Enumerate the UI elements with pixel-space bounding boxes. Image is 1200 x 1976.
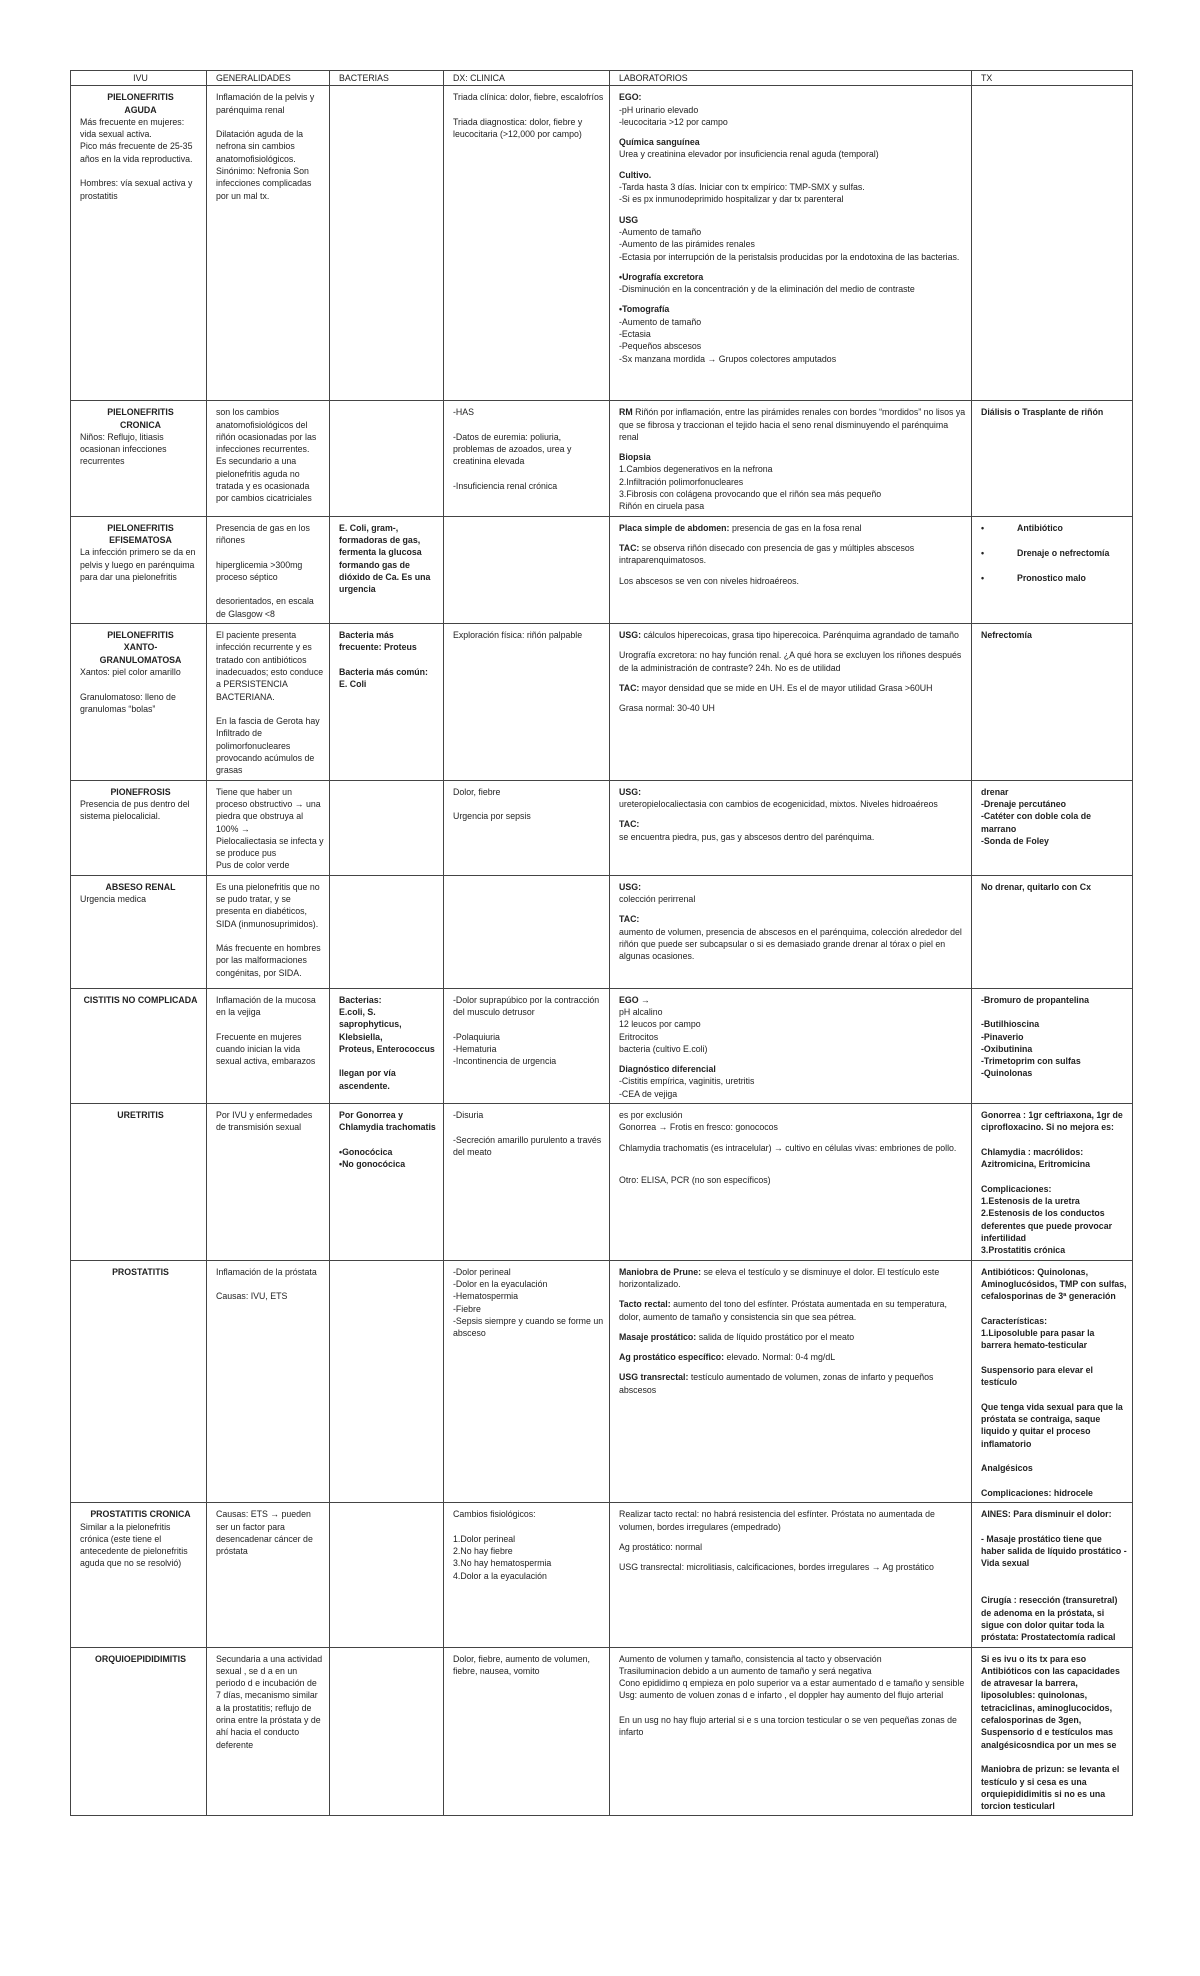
tx-item-text: Pronostico malo — [1017, 573, 1086, 584]
table-row — [71, 780, 1133, 875]
lab-block — [619, 702, 966, 714]
condition-cell — [71, 1647, 207, 1816]
condition-name: PIELONEFRITIS XANTO- GRANULOMATOSA — [99, 630, 182, 665]
bacterias-cell: Por Gonorrea y Chlamydia trachomatis •Gonocócica •No gonocócica — [330, 1104, 444, 1261]
generalidades-cell: Inflamación de la mucosa en la vejiga Frecuente en mujeres cuando inician la vida sexual activa, embarazos — [207, 988, 330, 1103]
lab-block — [619, 1142, 966, 1154]
condition-cell — [71, 516, 207, 623]
dx-clinica-cell: -HAS -Datos de euremia: poliuria, problemas de azoados, urea y creatinina elevada -Insuficiencia renal crónica — [444, 401, 610, 516]
lab-text: 1.Cambios degenerativos en la nefrona 2.Infiltración polimorfonucleares 3.Fibrosis con colágena provocando que el riñón sea más pequeño Riñón en ciruela pasa — [619, 464, 882, 512]
lab-text: aumento de volumen, presencia de abscesos en el parénquima, colección alrededor del riñón que puede ser subcapsular o si es demasiado grande drenar al tórax o piel en algunas ocasiones. — [619, 926, 962, 962]
laboratorios-cell — [610, 401, 972, 516]
lab-text: Los abscesos se ven con niveles hidroaéreos. — [619, 575, 799, 586]
header-laboratorios: LABORATORIOS — [610, 71, 972, 86]
bacterias-cell — [330, 1647, 444, 1816]
lab-text: -Aumento de tamaño -Aumento de las pirámides renales -Ectasia por interrupción de la peristalsis producidas por la endotoxina de las bacterias. — [619, 226, 960, 262]
bacterias-cell — [330, 875, 444, 988]
condition-description: Más frecuente en mujeres: vida sexual activa. Pico más frecuente de 25-35 años en la vida reproductiva. Hombres: vía sexual activa y prostatitis — [80, 116, 193, 201]
lab-heading: Maniobra de Prune: — [619, 1266, 702, 1277]
tx-cell: drenar -Drenaje percutáneo -Catéter con doble cola de marrano -Sonda de Foley — [972, 780, 1133, 875]
spacer — [619, 443, 966, 451]
spacer — [619, 534, 966, 542]
condition-cell — [71, 875, 207, 988]
lab-text: Ag prostático: normal — [619, 1541, 703, 1552]
lab-block — [619, 91, 966, 128]
lab-text: Urografía excretora: no hay función renal. ¿A qué hora se excluyen los riñones después de la administración de contraste? 24h. No es de utilidad — [619, 650, 962, 673]
lab-block — [619, 1541, 966, 1553]
dx-clinica-cell: Exploración física: riñón palpable — [444, 624, 610, 781]
dx-clinica-cell: -Dolor perineal -Dolor en la eyaculación -Hematospermia -Fiebre -Sepsis siempre y cuando se forme un absceso — [444, 1260, 610, 1503]
lab-heading: USG: — [619, 786, 641, 797]
tx-bullet-list — [981, 522, 1127, 585]
lab-text: -Cistitis empírica, vaginitis, uretritis -CEA de vejiga — [619, 1076, 755, 1099]
bacterias-cell — [330, 401, 444, 516]
laboratorios-cell — [610, 1647, 972, 1816]
lab-text: -Disminución en la concentración y de la eliminación del medio de contraste — [619, 284, 915, 295]
table-row — [71, 624, 1133, 781]
dx-clinica-cell: -Disuria -Secreción amarillo purulento a través del meato — [444, 1104, 610, 1261]
lab-text: Otro: ELISA, PCR (no son específicos) — [619, 1175, 771, 1186]
generalidades-cell: son los cambios anatomofisiológicos del riñón ocasionadas por las infecciones recurrentes. Es secundario a una pielonefritis aguda no tratada y es ocasionada por cambios cicatriciales — [207, 401, 330, 516]
lab-block — [619, 575, 966, 587]
lab-heading: EGO → — [619, 994, 650, 1005]
table-row — [71, 1503, 1133, 1647]
spacer — [619, 1343, 966, 1351]
tx-cell: Gonorrea : 1gr ceftriaxona, 1gr de ciprofloxacino. Si no mejora es: Chlamydia : macrólidos: Azitromicina, Eritromicina Complicaciones: 1.Estenosis de la uretra 2.Estenosis de los conductos deferentes que puede provocar infertilidad 3.Prostatitis crónica — [972, 1104, 1133, 1261]
spacer — [619, 810, 966, 818]
dx-clinica-cell: Triada clínica: dolor, fiebre, escalofríos Triada diagnostica: dolor, fiebre y leucocitaria (>12,000 por campo) — [444, 86, 610, 401]
tx-cell — [972, 516, 1133, 623]
lab-heading: Ag prostático específico: — [619, 1352, 725, 1363]
lab-text: Realizar tacto rectal: no habrá resistencia del esfínter. Próstata no aumentada de volumen, bordes irregulares (empedrado) — [619, 1509, 935, 1532]
spacer — [619, 1055, 966, 1063]
condition-description: Xantos: piel color amarillo Granulomatoso: lleno de granulomas “bolas” — [80, 666, 181, 714]
generalidades-cell: El paciente presenta infección recurrente y es tratado con antibióticos inadecuados; esto conduce a PERSISTENCIA BACTERIANA. En la fascia de Gerota hay Infiltrado de polimorfonucleares provocando acúmulos de grasas — [207, 624, 330, 781]
lab-text: Riñón por inflamación, entre las pirámides renales con bordes “mordidos” no lisos ya que se fibrosa y traccionan el tejido hacia el seno renal disminuyendo el parénquima renal — [619, 407, 966, 442]
lab-block — [619, 1371, 966, 1396]
table-row — [71, 1260, 1133, 1503]
lab-text: testículo aumentado de volumen, zonas de infarto y pequeños abscesos — [619, 1372, 934, 1395]
lab-heading: USG transrectal: — [619, 1372, 689, 1383]
bacterias-cell — [330, 1260, 444, 1503]
lab-heading: TAC: — [619, 914, 640, 925]
lab-block — [619, 169, 966, 206]
spacer — [619, 694, 966, 702]
lab-block — [619, 881, 966, 906]
lab-text: Chlamydia trachomatis (es intracelular) → cultivo en células vivas: embriones de pollo. — [619, 1142, 957, 1153]
bacterias-cell: E. Coli, gram-, formadoras de gas, fermenta la glucosa formando gas de dióxido de Ca. Es una urgencia — [330, 516, 444, 623]
tx-cell: Antibióticos: Quinolonas, Aminoglucósidos, TMP con sulfas, cefalosporinas de 3ª generación Características: 1.Liposoluble para pasar la barrera hemato-testicular Suspensorio para elevar el testículo Que tenga vida sexual para que la próstata se contraiga, saque liquido y quitar el proceso inflamatorio Analgésicos Complicaciones: hidrocele — [972, 1260, 1133, 1503]
condition-description: Niños: Reflujo, litiasis ocasionan infecciones recurrentes — [80, 431, 167, 467]
lab-text: aumento del tono del esfínter. Próstata aumentada en su temperatura, dolor, aumento de tamaño y consistencia sin que sea pétrea. — [619, 1299, 947, 1322]
tx-cell: Nefrectomía — [972, 624, 1133, 781]
lab-block — [619, 629, 966, 641]
bacterias-cell: Bacterias: E.coli, S. saprophyticus, Klebsiella, Proteus, Enterococcus llegan por vía ascendente. — [330, 988, 444, 1103]
spacer — [619, 1323, 966, 1331]
generalidades-cell: Presencia de gas en los riñones hiperglicemia >300mg proceso séptico desorientados, en escala de Glasgow <8 — [207, 516, 330, 623]
table-row — [71, 1104, 1133, 1261]
table-row — [71, 988, 1133, 1103]
lab-heading: Placa simple de abdomen: — [619, 522, 730, 533]
lab-heading: TAC: — [619, 542, 640, 553]
lab-block — [619, 913, 966, 962]
spacer — [619, 263, 966, 271]
lab-block — [619, 1561, 966, 1573]
lab-block — [619, 522, 966, 534]
lab-heading: •Tomografía — [619, 304, 670, 315]
tx-bullet-item — [981, 572, 1127, 584]
table-row — [71, 516, 1133, 623]
header-bacterias: BACTERIAS — [330, 71, 444, 86]
laboratorios-cell — [610, 1260, 972, 1503]
lab-text: mayor densidad que se mide en UH. Es el de mayor utilidad Grasa >60UH — [639, 682, 933, 693]
laboratorios-cell — [610, 86, 972, 401]
lab-block — [619, 1266, 966, 1291]
bullet-icon: • — [981, 573, 985, 584]
lab-block — [619, 406, 966, 443]
lab-text: se observa riñón disecado con presencia de gas y múltiples abscesos intraparenquimatosos. — [619, 542, 915, 566]
spacer — [619, 1290, 966, 1298]
spacer — [619, 161, 966, 169]
lab-text: se encuentra piedra, pus, gas y abscesos dentro del parénquima. — [619, 831, 875, 842]
generalidades-cell: Es una pielonefritis que no se pudo tratar, y se presenta en diabéticos, SIDA (inmunosuprimidos). Más frecuente en hombres por las malformaciones congénitas, por SIDA. — [207, 875, 330, 988]
table-row — [71, 1647, 1133, 1816]
dx-clinica-cell: Cambios fisiológicos: 1.Dolor perineal 2.No hay fiebre 3.No hay hematospermia 4.Dolor a la eyaculación — [444, 1503, 610, 1647]
lab-heading: Tacto rectal: — [619, 1299, 671, 1310]
laboratorios-cell — [610, 780, 972, 875]
generalidades-cell: Causas: ETS → pueden ser un factor para desencadenar cáncer de próstata — [207, 1503, 330, 1647]
lab-block — [619, 303, 966, 364]
tx-cell: AINES: Para disminuir el dolor: - Masaje prostático tiene que haber salida de líquido prostático - Vida sexual Cirugía : resección (transuretral) de adenoma en la próstata, si sigue con dolor quitar toda la próstata: Prostatectomía radical — [972, 1503, 1133, 1647]
spacer — [619, 567, 966, 575]
bacterias-cell: Bacteria más frecuente: Proteus Bacteria más común: E. Coli — [330, 624, 444, 781]
dx-clinica-cell — [444, 875, 610, 988]
generalidades-cell: Secundaria a una actividad sexual , se d a en un periodo d e incubación de 7 días, mecanismo similar a la prostatitis; reflujo de orina entre la próstata y de ahí hacia el conducto deferente — [207, 1647, 330, 1816]
lab-text: salida de líquido prostático por el meato — [696, 1331, 855, 1342]
laboratorios-cell — [610, 988, 972, 1103]
spacer — [619, 128, 966, 136]
condition-description: Presencia de pus dentro del sistema pielocalicial. — [80, 798, 190, 822]
header-tx: TX — [972, 71, 1133, 86]
lab-text: se eleva el testículo y se disminuye el dolor. El testículo este horizontalizado. — [619, 1266, 940, 1289]
condition-description: La infección primero se da en pelvis y luego en parénquima para dar una pielonefritis — [80, 547, 196, 582]
tx-item-text: Antibiótico — [1017, 522, 1063, 533]
laboratorios-cell — [610, 516, 972, 623]
table-header-row — [71, 71, 1133, 86]
lab-heading: RM — [619, 407, 633, 418]
bacterias-cell — [330, 86, 444, 401]
lab-block — [619, 994, 966, 1055]
dx-clinica-cell — [444, 516, 610, 623]
tx-cell — [972, 86, 1133, 401]
dx-clinica-cell: -Dolor suprapúbico por la contracción del musculo detrusor -Polaquiuria -Hematuria -Incontinencia de urgencia — [444, 988, 610, 1103]
lab-text: -pH urinario elevado -leucocitaria >12 por campo — [619, 104, 728, 127]
lab-block — [619, 682, 966, 694]
condition-name: PROSTATITIS — [112, 1266, 169, 1277]
laboratorios-cell — [610, 875, 972, 988]
lab-heading: TAC: — [619, 682, 640, 693]
tx-cell: Si es ivu o its tx para eso Antibióticos con las capacidades de atravesar la barrera, liposolubles: quinolonas, tetraciclinas, aminoglucocidos, cefalosporinas de 3gen, Suspensorio d e testículos mas analgésicosndica por un mes se Maniobra de prizun: se levanta el testículo y si cesa es una orquiepididimitis si no es una torcion testicularl — [972, 1647, 1133, 1816]
lab-text: es por exclusión Gonorrea → Frotis en fresco: gonococos — [619, 1110, 778, 1133]
table-row — [71, 401, 1133, 516]
document-page — [70, 70, 1132, 1816]
lab-heading: USG: — [619, 630, 641, 641]
condition-name: ABSESO RENAL — [105, 881, 176, 892]
laboratorios-cell — [610, 624, 972, 781]
lab-text: Urea y creatinina elevador por insuficiencia renal aguda (temporal) — [619, 149, 879, 160]
lab-block — [619, 1653, 966, 1739]
condition-cell — [71, 780, 207, 875]
condition-cell — [71, 1104, 207, 1261]
lab-block — [619, 271, 966, 296]
lab-text: colección perirrenal — [619, 893, 696, 904]
lab-text: Grasa normal: 30-40 UH — [619, 703, 715, 714]
lab-block — [619, 1351, 966, 1363]
tx-cell: -Bromuro de propantelina -Butilhioscina -Pinaverio -Oxibutinina -Trimetoprim con sulfas -Quinolonas — [972, 988, 1133, 1103]
bacterias-cell — [330, 780, 444, 875]
lab-heading: Masaje prostático: — [619, 1331, 697, 1342]
lab-heading: USG: — [619, 881, 641, 892]
header-dx-clinica: DX: CLINICA — [444, 71, 610, 86]
lab-text: elevado. Normal: 0-4 mg/dL — [724, 1352, 836, 1363]
lab-text: -Aumento de tamaño -Ectasia -Pequeños abscesos -Sx manzana mordida → Grupos colectores amputados — [619, 316, 837, 364]
generalidades-cell: Tiene que haber un proceso obstructivo → una piedra que obstruya al 100% → Pielocaliectasia se infecta y se produce pus Pus de color verde — [207, 780, 330, 875]
spacer — [619, 1154, 966, 1162]
lab-heading: Biopsia — [619, 452, 651, 463]
spacer — [619, 674, 966, 682]
condition-description: Similar a la pielonefritis crónica (este tiene el antecedente de pielonefritis aguda que no se resolvió) — [80, 1521, 188, 1569]
lab-text: ureteropielocaliectasia con cambios de ecogenicidad, mixtos. Niveles hidroaéreos — [619, 798, 938, 809]
lab-heading: USG — [619, 214, 639, 225]
condition-cell — [71, 624, 207, 781]
tx-bullet-item — [981, 522, 1127, 534]
lab-block — [619, 1508, 966, 1533]
condition-name: PIELONEFRITIS CRONICA — [107, 407, 174, 430]
lab-block — [619, 1298, 966, 1323]
lab-heading: Diagnóstico diferencial — [619, 1064, 716, 1075]
condition-name: PROSTATITIS CRONICA — [90, 1509, 191, 1520]
table-row — [71, 86, 1133, 401]
ivu-table — [70, 70, 1133, 1816]
tx-cell: No drenar, quitarlo con Cx — [972, 875, 1133, 988]
tx-item-text: Drenaje o nefrectomía — [1017, 547, 1110, 558]
condition-cell — [71, 988, 207, 1103]
condition-name: ORQUIOEPIDIDIMITIS — [95, 1653, 186, 1664]
lab-text: -Tarda hasta 3 días. Iniciar con tx empírico: TMP-SMX y sulfas. -Si es px inmunodeprimido hospitalizar y dar tx parenteral — [619, 182, 865, 205]
lab-block — [619, 649, 966, 674]
spacer — [619, 1363, 966, 1371]
lab-text: pH alcalino 12 leucos por campo Eritrocitos bacteria (cultivo E.coli) — [619, 1006, 708, 1054]
lab-block — [619, 1109, 966, 1134]
lab-block — [619, 786, 966, 811]
bacterias-cell — [330, 1503, 444, 1647]
lab-block — [619, 1063, 966, 1100]
lab-block — [619, 451, 966, 512]
spacer — [619, 1553, 966, 1561]
generalidades-cell: Inflamación de la pelvis y parénquima renal Dilatación aguda de la nefrona sin cambios anatomofisiológicos. Sinónimo: Nefronia Son infecciones complicadas por un mal tx. — [207, 86, 330, 401]
condition-description: Urgencia medica — [80, 893, 147, 904]
condition-name: CISTITIS NO COMPLICADA — [83, 994, 198, 1005]
spacer — [619, 1134, 966, 1142]
condition-cell — [71, 401, 207, 516]
spacer — [619, 1533, 966, 1541]
header-generalidades: GENERALIDADES — [207, 71, 330, 86]
lab-heading: EGO: — [619, 92, 642, 103]
condition-cell — [71, 86, 207, 401]
generalidades-cell: Por IVU y enfermedades de transmisión sexual — [207, 1104, 330, 1261]
bullet-icon: • — [981, 522, 985, 533]
generalidades-cell: Inflamación de la próstata Causas: IVU, ETS — [207, 1260, 330, 1503]
lab-heading: Química sanguínea — [619, 137, 700, 148]
header-ivu: IVU — [71, 71, 207, 86]
bullet-icon: • — [981, 547, 985, 558]
tx-cell: Diálisis o Trasplante de riñón — [972, 401, 1133, 516]
laboratorios-cell — [610, 1104, 972, 1261]
dx-clinica-cell: Dolor, fiebre Urgencia por sepsis — [444, 780, 610, 875]
condition-cell — [71, 1260, 207, 1503]
condition-name: PIELONEFRITIS AGUDA — [107, 92, 174, 115]
spacer — [619, 295, 966, 303]
tx-bullet-item — [981, 547, 1127, 559]
spacer — [619, 206, 966, 214]
condition-cell — [71, 1503, 207, 1647]
lab-heading: Cultivo. — [619, 169, 652, 180]
lab-block — [619, 1331, 966, 1343]
lab-block — [619, 818, 966, 843]
table-body — [71, 86, 1133, 1816]
condition-name: PIELONEFRITIS EFISEMATOSA — [107, 522, 174, 545]
condition-name: PIONEFROSIS — [110, 786, 171, 797]
lab-heading: •Urografía excretora — [619, 271, 704, 282]
spacer — [619, 905, 966, 913]
lab-block — [619, 542, 966, 567]
condition-name: URETRITIS — [117, 1110, 164, 1121]
lab-text: USG transrectal: microlitiasis, calcificaciones, bordes irregulares → Ag prostático — [619, 1562, 934, 1573]
lab-block — [619, 214, 966, 263]
dx-clinica-cell: Dolor, fiebre, aumento de volumen, fiebre, nausea, vomito — [444, 1647, 610, 1816]
lab-heading: TAC: — [619, 819, 640, 830]
lab-text: presencia de gas en la fosa renal — [729, 522, 862, 533]
laboratorios-cell — [610, 1503, 972, 1647]
lab-block — [619, 136, 966, 161]
lab-text: cálculos hiperecoicas, grasa tipo hiperecoica. Parénquima agrandado de tamaño — [641, 630, 959, 641]
table-row — [71, 875, 1133, 988]
lab-text: Aumento de volumen y tamaño, consistencia al tacto y observación Trasiluminacion debido a un aumento de tamaño y será negativa Cono epididimo q empieza en polo superior va a estar aumentado d e tamaño y sensible Usg: aumento de voluen zonas d e infarto , el doppler hay aumento del flujo arterial En un usg no hay flujo arterial si e s una torcion testicular o se ven pequeñas zonas de infarto — [619, 1653, 965, 1738]
spacer — [619, 641, 966, 649]
lab-block — [619, 1162, 966, 1187]
